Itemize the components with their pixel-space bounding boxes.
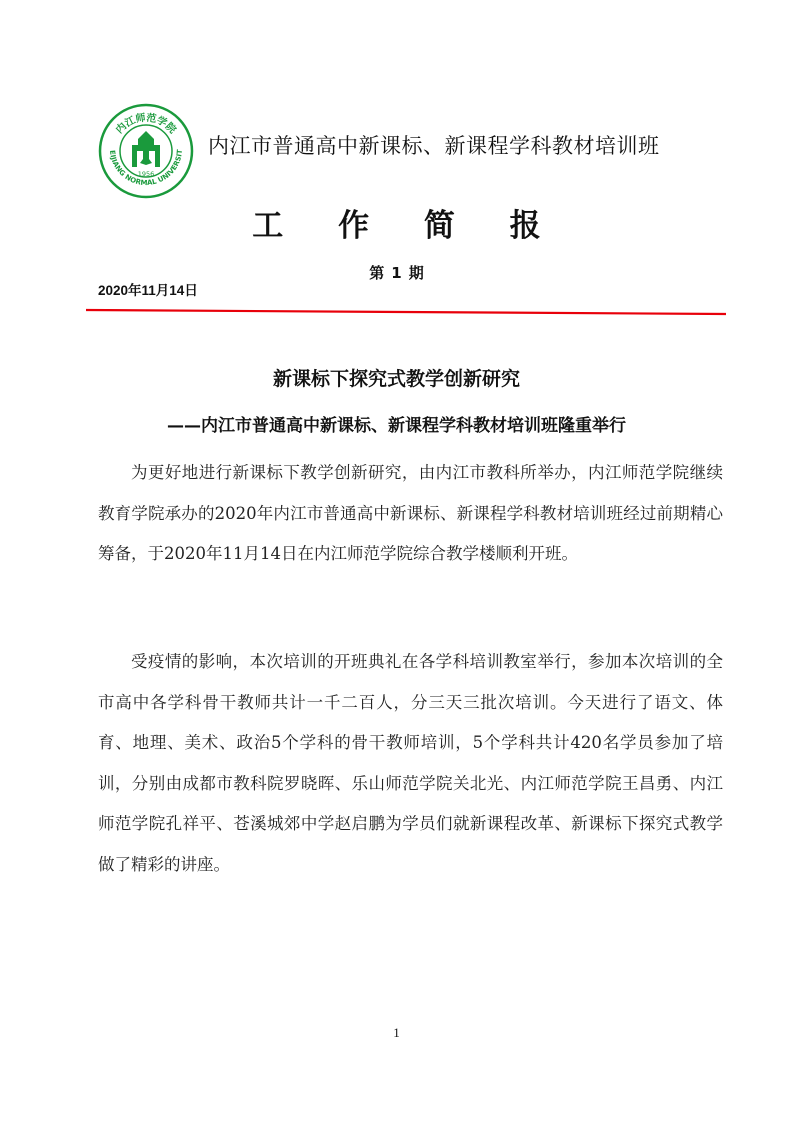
- bulletin-title: 工 作 简 报: [252, 208, 563, 244]
- article-paragraph-2: [98, 642, 723, 885]
- issue-value: 1: [391, 264, 402, 282]
- seal-year: 1956: [137, 170, 155, 178]
- seal-top-text: 内江师范学院: [114, 112, 178, 136]
- issue-suffix: 期: [408, 264, 424, 282]
- paragraph-text: 受疫情的影响，本次培训的开班典礼在各学科培训教室举行，参加本次培训的全市高中各学科骨干教师共计一千二百人，分三天三批次培训。今天进行了语文、体育、地理、美术、政治5个学科的骨干教师培训，5个学科共计420名学员参加了培训，分别由成都市教科院罗晓晖、乐山师范学院关北光、内江师范学院王昌勇、内江师范学院孔祥平、苍溪城郊中学赵启鹏为学员们就新课程改革、新课标下探究式教学做了精彩的讲座。: [98, 652, 723, 874]
- article-paragraph-1: [98, 453, 723, 575]
- red-divider-line: [86, 308, 726, 316]
- article-headline: 新课标下探究式教学创新研究: [272, 368, 520, 390]
- organization-title: 内江市普通高中新课标、新课程学科教材培训班: [208, 134, 660, 158]
- seal-ring-text: EIJIANG NORMAL UNIVERSIT: [107, 149, 185, 188]
- paragraph-text: 为更好地进行新课标下教学创新研究，由内江市教科所举办，内江师范学院继续教育学院承办的2020年内江市普通高中新课标、新课程学科教材培训班经过前期精心筹备，于2020年11月14日在内江师范学院综合教学楼顺利开班。: [98, 463, 723, 563]
- page-number: 1: [393, 1025, 400, 1040]
- article-subheadline: ——内江市普通高中新课标、新课程学科教材培训班隆重举行: [167, 416, 626, 436]
- issue-prefix: 第: [369, 264, 385, 282]
- university-seal-icon: [98, 103, 194, 199]
- publication-date: 2020年11月14日: [98, 283, 198, 298]
